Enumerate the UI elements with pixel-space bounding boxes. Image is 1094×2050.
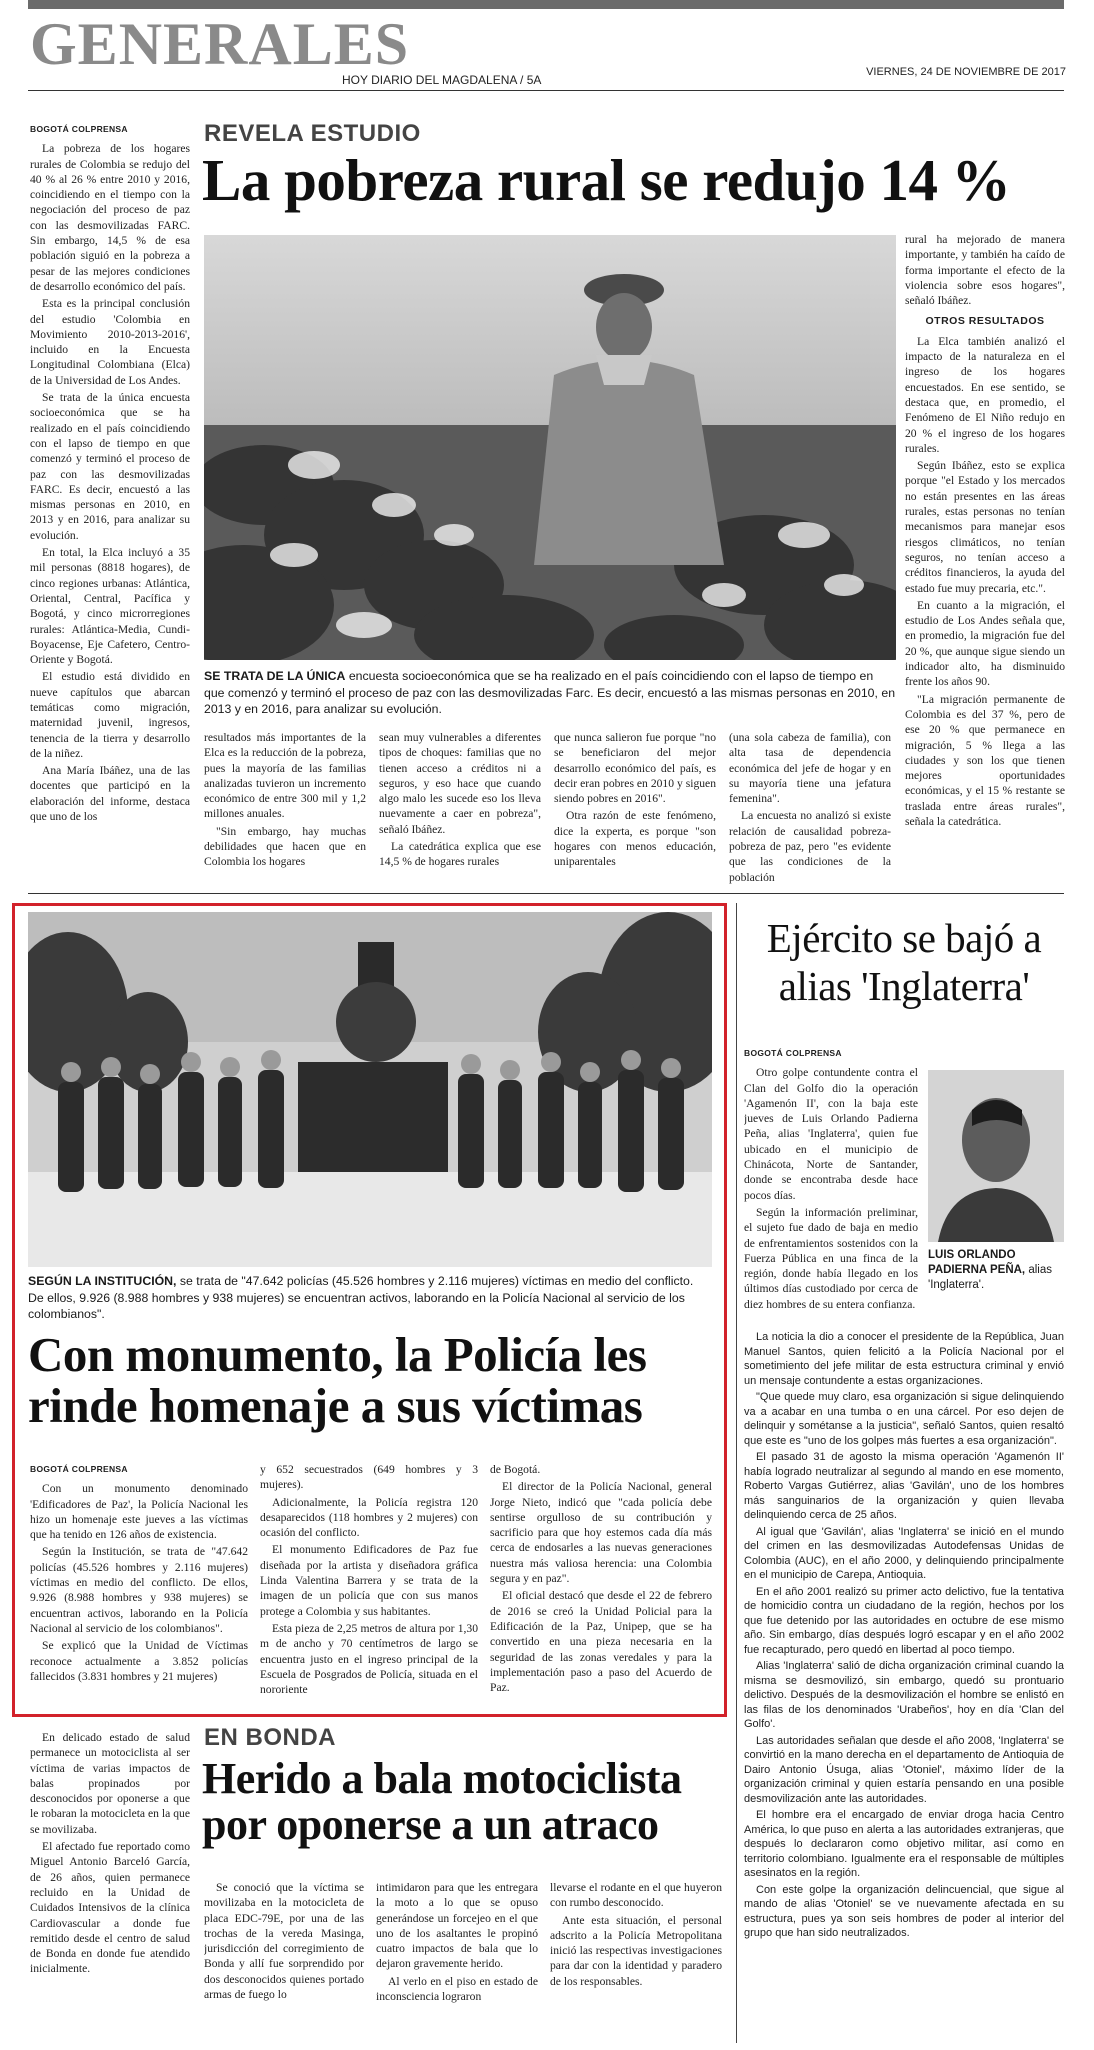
- article1-col4: [554, 730, 716, 884]
- paragraph: Ante esta situación, el personal adscrito a la Policía Metropolitana inició las respectivas investigaciones para dar con la identidad y paradero de los responsables.: [550, 1913, 722, 1988]
- paragraph: Al verlo en el piso en estado de inconsciencia lograron: [376, 1974, 538, 2004]
- paragraph: La noticia la dio a conocer el presidente de la República, Juan Manuel Santos, quien felicitó a la Policía Nacional por el sometimiento del jefe militar de esta estructura criminal y envió un mensaje contundente a estas organizaciones.: [744, 1331, 1064, 1387]
- article1-photo-caption: [204, 668, 896, 718]
- article1-col5: [729, 730, 891, 884]
- paragraph: que nunca salieron fue porque "no se beneficiaron del mejor desarrollo económico del país, es decir eran pobres en 2010 y siguen siendo pobres en 2016".: [554, 731, 716, 806]
- paragraph: El pasado 31 de agosto la misma operación 'Agamenón II' había logrado neutralizar al segundo al mando en ese momento, Roberto Vargas Gutiérrez, alias 'Gavilán', uno de los hombres más sanguinarios de la organización y quien llevaba delinquiendo cerca de 25 años.: [744, 1451, 1064, 1521]
- article2-photo-caption: [28, 1273, 712, 1323]
- paragraph: "La migración permanente de Colombia es del 37 %, pero de ese 20 % que permanece en migración, 5 % llega a las ciudades y son los que tienen mejores oportunidades económicas, y el 15 % restante se traslada entre áreas rurales", señala la catedrática.: [905, 692, 1065, 828]
- paragraph: En total, la Elca incluyó a 35 mil personas (8818 hogares), de cinco regiones urbanas: Atlántica, Oriental, Central, Pacífica y Bogotá, y cinco microrregiones rurales: Atlántica-Media, Cundi-Boyacense, Eje Cafetero, Centro-Oriente y Bogotá.: [30, 546, 190, 667]
- paragraph: Con este golpe la organización delincuencial, que sigue al mando de alias 'Otoniel' se ve nuevamente afectada en su estructura, pues ya son seis hombres de poder al interior del grupo que han sido neutralizados.: [744, 1883, 1064, 1939]
- paragraph: Adicionalmente, la Policía registra 120 desaparecidos (118 hombres y 2 mujeres) con ocasión del conflicto.: [260, 1495, 478, 1540]
- section-title: GENERALES: [30, 11, 410, 77]
- article2-col1: [30, 1462, 248, 1708]
- article1-col2: [204, 730, 366, 884]
- paragraph: y 652 secuestrados (649 hombres y 3 mujeres).: [260, 1463, 478, 1492]
- article2-headline: Con monumento, la Policía les rinde homenaje a sus víctimas: [28, 1327, 647, 1433]
- article2-photo: [28, 912, 712, 1267]
- paragraph: El estudio está dividido en nueve capítulos que abarcan temáticas como migración, maternidad juvenil, ingresos, tenencia de la tierra y desarrollo de la niñez.: [30, 670, 190, 760]
- caption-text: se trata de "47.642 policías (45.526 hombres y 2.116 mujeres) víctimas en medio del conflicto. De ellos, 9.926 (8.988 hombres y 938 mujeres) se encuentran activos, laborando en la Policía Nacional al servicio de los colombianos".: [28, 1274, 694, 1321]
- article4-kicker: EN BONDA: [204, 1724, 337, 1751]
- paragraph: En delicado estado de salud permanece un motociclista al ser víctima de varias impactos de balas propinados por desconocidos por oponerse a que le robaran la motocicleta en la que se movilizaba.: [30, 1731, 190, 1836]
- issue-date: VIERNES, 24 DE NOVIEMBRE DE 2017: [866, 66, 1066, 78]
- article3-col-narrow: [744, 1046, 918, 1326]
- paragraph: Las autoridades señalan que desde el año 2008, 'Inglaterra' se convirtió en la mano derecha en el departamento de Antioquia de Dairo Antonio Úsuga, alias 'Otoniel', máximo líder de la organización criminal y quien estaría pensando en una posible desmovilización ante las autoridades.: [744, 1734, 1064, 1805]
- paragraph: La Elca también analizó el impacto de la naturaleza en el ingreso de los hogares encuestados. En ese sentido, se destaca que, en promedio, el Fenómeno de El Niño redujo en 20 % el ingreso de los hogares rurales.: [905, 334, 1065, 455]
- paragraph: Esta pieza de 2,25 metros de altura por 1,30 m de ancho y 70 centímetros de largo se encuentra justo en el ingreso principal de la Escuela de Posgrados de Policía, situada en el nororiente: [260, 1621, 478, 1697]
- paper-name: HOY DIARIO DEL MAGDALENA / 5A: [342, 73, 542, 87]
- article4-col4: [550, 1880, 722, 2043]
- article3-portrait: [928, 1070, 1064, 1242]
- article2-byline: BOGOTÁ COLPRENSA: [30, 1464, 128, 1474]
- article1-col6: [905, 232, 1065, 884]
- article3-byline: BOGOTÁ COLPRENSA: [744, 1048, 842, 1058]
- article2-col2: [260, 1462, 478, 1708]
- paragraph: El hombre era el encargado de enviar droga hacia Centro América, lo que puso en alerta a las autoridades extranjeras, que después lo declararon como objetivo militar, así como en territorio colombiano. Igualmente era el responsable de múltiples asesinatos en la región.: [744, 1809, 1064, 1879]
- paragraph: La catedrática explica que ese 14,5 % de hogares rurales: [379, 840, 541, 869]
- article1-subhead: OTROS RESULTADOS: [925, 315, 1045, 328]
- paragraph: El afectado fue reportado como Miguel Antonio Barceló García, de 26 años, quien permanece recluido en la Unidad de Cuidados Intensivos de la clínica Cardiovascular a donde fue remitido desde el centro de salud de Bonda en donde fue atendido inicialmente.: [30, 1840, 190, 1976]
- masthead-rule: [28, 90, 1064, 91]
- paragraph: El director de la Policía Nacional, general Jorge Nieto, indicó que "cada policía debe sentirse orgulloso de su contribución y sacrificio para que hoy estemos cada día más cerca de endosarles a las nuevas generaciones nuestra más valiosa herencia: una Colombia segura y en paz".: [490, 1480, 712, 1586]
- paragraph: Con un monumento denominado 'Edificadores de Paz', la Policía Nacional les hizo un homenaje este jueves a las víctimas que ha tenido en 126 años de existencia.: [30, 1482, 248, 1542]
- article1-photo: [204, 235, 896, 660]
- caption-name: LUIS ORLANDO PADIERNA PEÑA,: [928, 1249, 1026, 1276]
- article4-col3: [376, 1880, 538, 2043]
- paragraph: La pobreza de los hogares rurales de Colombia se redujo del 40 % al 26 % entre 2010 y 2016, coincidiendo en el tiempo con la negociación del proceso de paz con las desmovilizadas FARC. Sin embargo, 14,5 % de esa población siguió en la pobreza a pesar de las mejores condiciones de desarrollo económico del país.: [30, 142, 190, 293]
- article3-headline: Ejército se bajó a alias 'Inglaterra': [766, 915, 1042, 1010]
- paragraph: "Que quede muy claro, esa organización si sigue delinquiendo va a acabar en una tumba o en una cárcel. Por eso dejen de delinquir y sométanse a la justicia", señaló Santos, quien resaltó que este es "uno de los golpes más fuertes a esa organización".: [744, 1391, 1064, 1447]
- paragraph: (una sola cabeza de familia), con alta tasa de dependencia económica del jefe de hogar y en su mayoría tiene una jefatura femenina".: [729, 731, 891, 806]
- top-bar: [28, 0, 1064, 9]
- article2-col3: [490, 1462, 712, 1708]
- paragraph: Se trata de la única encuesta socioeconómica que se ha realizado en el país coincidiendo con el lapso de tiempo en que comenzó y terminó el proceso de paz con las desmovilizadas FARC. Es decir, encuestó a las mismas personas en 2010, en 2013 y en 2016, para analizar su evolución.: [30, 391, 190, 542]
- paragraph: Al igual que 'Gavilán', alias 'Inglaterra' se inició en el mundo del crimen en las desmovilizadas Autodefensas Unidas de Colombia (AUC), en el año 2000, y delinquiendo principalmente en el municipio de Carepa, Antioquia.: [744, 1525, 1064, 1581]
- paragraph: sean muy vulnerables a diferentes tipos de choques: familias que no tienen acceso a créditos ni a seguros, y eso hace que cuando algo malo les sucede eso los lleva nuevamente a caer en pobreza", señaló Ibáñez.: [379, 731, 541, 836]
- paragraph: Otro golpe contundente contra el Clan del Golfo dio la operación 'Agamenón II', con la baja este jueves de Luis Orlando Padierna Peña, alias 'Inglaterra', quien fue ubicado en el municipio de Chinácota, Norte de Santander, donde se encontraba desde hace pocos días.: [744, 1066, 918, 1202]
- paragraph: intimidaron para que les entregara la moto a lo que se opuso generándose un forcejeo en el que uno de los asaltantes le propinó cuatro impactos de bala que lo dejaron gravemente herido.: [376, 1881, 538, 1971]
- caption-lead: SEGÚN LA INSTITUCIÓN,: [28, 1274, 177, 1288]
- paragraph: Según la Institución, se trata de "47.642 policías (45.526 hombres y 2.116 mujeres) víctimas en medio del conflicto. De ellos, 9.926 (8.988 hombres y 938 mujeres) se encuentran activos, laborando en la Policía Nacional al servicio de los colombianos".: [30, 1545, 248, 1635]
- caption-lead: SE TRATA DE LA ÚNICA: [204, 669, 346, 683]
- paragraph: El monumento Edificadores de Paz fue diseñada por la artista y diseñadora gráfica Linda Valentina Barrera y se trata de la imagen de un policía que con sus manos protege a Colombia y sus habitantes.: [260, 1543, 478, 1618]
- article1-col3: [379, 730, 541, 884]
- article4-col2: [204, 1880, 364, 2043]
- paragraph: resultados más importantes de la Elca es la reducción de la pobreza, pues la mayoría de las familias analizadas tuvieron un incremento económico de entre 300 mil y 1,2 millones anuales.: [204, 731, 366, 821]
- paragraph: Otra razón de este fenómeno, dice la experta, es porque "son hogares con menos educación, uniparentales: [554, 809, 716, 869]
- paragraph: rural ha mejorado de manera importante, y también ha caído de forma importante el efecto de la violencia sobre esos hogares", señaló Ibáñez.: [905, 233, 1065, 308]
- column-divider: [736, 903, 737, 2043]
- caption-text: encuesta socioeconómica que se ha realizado en el país coincidiendo con el lapso de tiempo en que comenzó y terminó el proceso de paz con las desmovilizadas Farc. Es decir, encuestó a las mismas personas en 2010, en 2013 y en 2016, para analizar su evolución.: [204, 669, 896, 716]
- paragraph: En cuanto a la migración, el estudio de Los Andes señala que, en promedio, la migración fue del 20 %, que aunque sigue siendo un indicador alto, ha disminuido frente los años 90.: [905, 598, 1065, 689]
- article1-headline: La pobreza rural se redujo 14 %: [202, 147, 1011, 213]
- caption-alias: alias 'Inglaterra'.: [928, 1264, 1052, 1291]
- article1-kicker: REVELA ESTUDIO: [204, 120, 421, 147]
- article3-col-wide: [744, 1330, 1064, 2043]
- article1-col1: [30, 122, 190, 884]
- paragraph: de Bogotá.: [490, 1463, 541, 1476]
- paragraph: La encuesta no analizó si existe relación de causalidad pobreza-pobreza de paz, pero "es evidente que las condiciones de la población: [729, 809, 891, 884]
- article4-headline: Herido a bala motociclista por oponerse a un atraco: [202, 1754, 682, 1849]
- paragraph: Esta es la principal conclusión del estudio 'Colombia en Movimiento 2010-2013-2016', incluido en la Encuesta Longitudinal Colombiana (Elca) de la Universidad de Los Andes.: [30, 297, 190, 387]
- paragraph: "Sin embargo, hay muchas debilidades que hacen que en Colombia los hogares: [204, 824, 366, 869]
- paragraph: llevarse el rodante en el que huyeron con rumbo desconocido.: [550, 1881, 722, 1910]
- section-rule: [28, 893, 1064, 894]
- article1-byline: BOGOTÁ COLPRENSA: [30, 124, 128, 134]
- paragraph: Ana María Ibáñez, una de las docentes que participó en la elaboración del informe, destaca que uno de los: [30, 764, 190, 824]
- paragraph: Según la información preliminar, el sujeto fue dado de baja en medio de enfrentamientos sostenidos con la Fuerza Pública en una finca de la región, donde había llegado en los últimos días custodiado por cerca de diez hombres de su entera confianza.: [744, 1205, 918, 1311]
- paragraph: Se conoció que la víctima se movilizaba en la motocicleta de placa EDC-79E, por una de las trochas de la vereda Masinga, jurisdicción del corregimiento de Bonda y allí fue sorprendido por dos desconocidos quienes portado armas de fuego lo: [204, 1881, 364, 2002]
- paragraph: En el año 2001 realizó su primer acto delictivo, fue la tentativa de homicidio contra un ciudadano de la región, hechos por los que fue detenido por las autoridades en octubre de ese mismo año. Sin embargo, días después logró escapar y en el año 2002 fue recapturado, pero quedó en libertad al poco tiempo.: [744, 1585, 1064, 1656]
- paragraph: Se explicó que la Unidad de Víctimas reconoce actualmente a 3.852 policías fallecidos (3.831 hombres y 21 mujeres): [30, 1639, 248, 1683]
- article4-col1: [30, 1730, 190, 2043]
- paragraph: Alias 'Inglaterra' salió de dicha organización criminal cuando la misma se desmovilizó, sin embargo, quedó su prontuario delictivo. Después de la desmovilización el hombre se enlistó en las filas de los denominados 'Urabeños', hoy en día 'Clan del Golfo'.: [744, 1660, 1064, 1730]
- article3-portrait-caption: [928, 1248, 1064, 1293]
- paragraph: El oficial destacó que desde el 22 de febrero de 2016 se creó la Unidad Policial para la Edificación de la Paz, Unipep, que se ha convertido en una pieza necesaria en la seguridad de las zonas veredales y para la implementación paso a paso del Acuerdo de Paz.: [490, 1589, 712, 1695]
- paragraph: Según Ibáñez, esto se explica porque "el Estado y los mercados no están presentes en las áreas rurales, estas personas no tenían mecanismos para manejar esos riesgos climáticos, no tenían seguros, no tenían acceso a créditos financieros, la ayuda del estado fue muy precaria, etc.".: [905, 459, 1065, 595]
